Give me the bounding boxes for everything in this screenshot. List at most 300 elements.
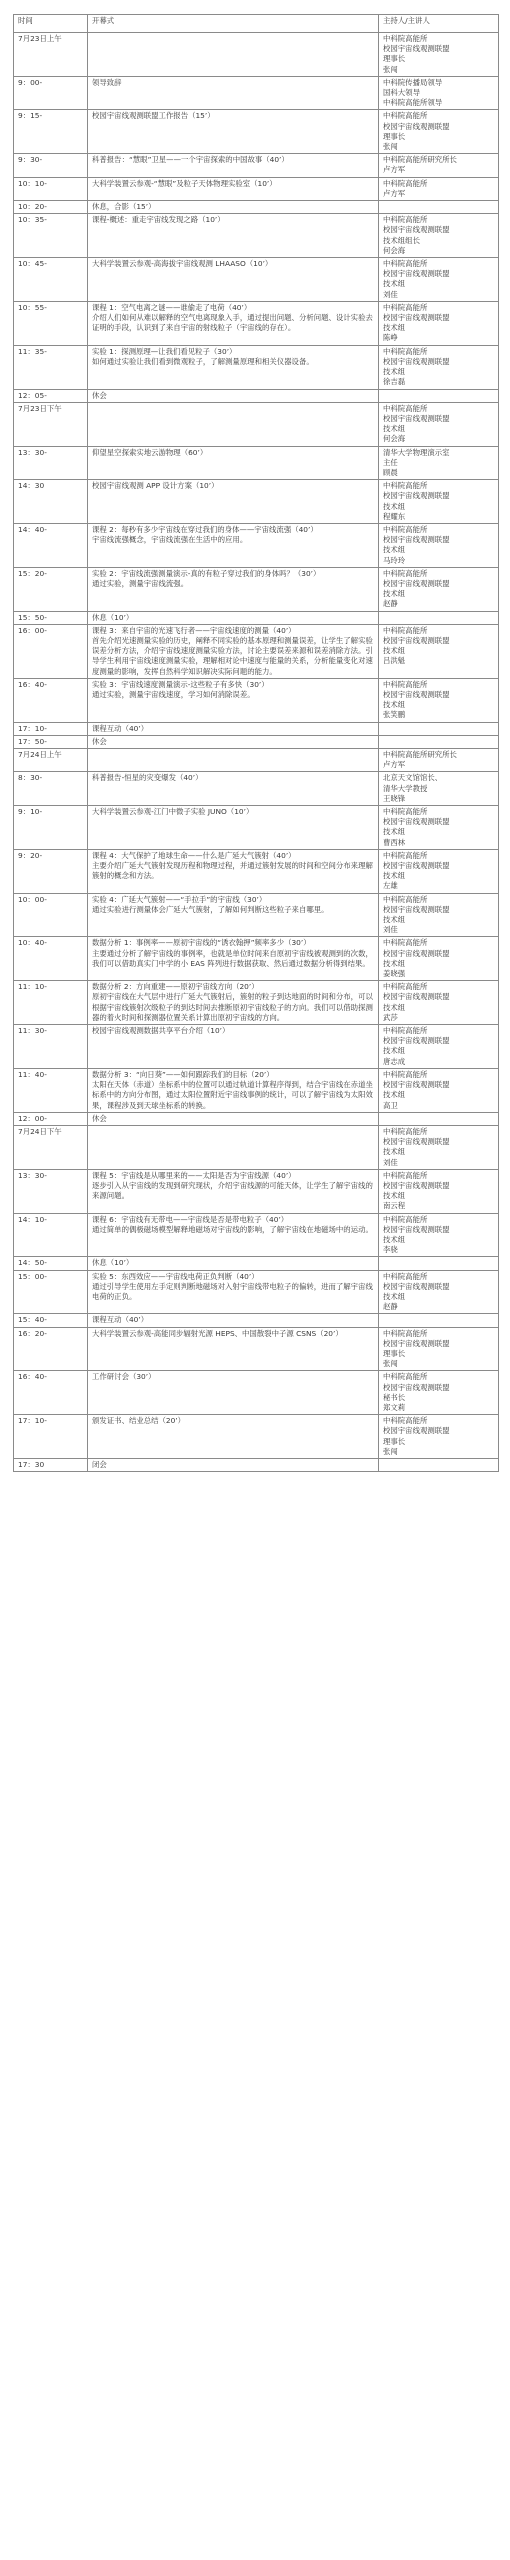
content-cell xyxy=(88,110,379,154)
schedule-row xyxy=(14,154,499,177)
schedule-row xyxy=(14,1371,499,1415)
time-cell: 10：55- xyxy=(14,301,88,345)
host-line: 技术组 xyxy=(383,700,406,710)
time-cell: 7月23日下午 xyxy=(14,402,88,446)
host-line: 技术组组长 xyxy=(383,235,420,245)
host-line: 校园宇宙线观测联盟 xyxy=(383,689,450,699)
host-line: 校园宇宙线观测联盟 xyxy=(383,1382,450,1392)
host-line: 曹西林 xyxy=(383,837,406,847)
schedule-row xyxy=(14,201,499,214)
host-line: 技术组 xyxy=(383,871,406,881)
host-line: 校园宇宙线观测联盟 xyxy=(383,1338,450,1348)
host-cell xyxy=(379,301,499,345)
host-cell xyxy=(379,76,499,110)
time-cell: 10：35- xyxy=(14,214,88,258)
host-line: 中科院高能所 xyxy=(383,302,428,312)
host-line: 张闯 xyxy=(383,1359,398,1369)
host-cell xyxy=(379,1371,499,1415)
host-line: 校园宇宙线观测联盟 xyxy=(383,1426,450,1436)
item-title: 大科学装置云参观-高能同步辐射光源 HEPS、中国散裂中子源 CSNS（20’） xyxy=(92,1328,343,1338)
host-line: 技术组 xyxy=(383,367,406,377)
content-cell xyxy=(88,1068,379,1112)
host-line: 校园宇宙线观测联盟 xyxy=(383,121,450,131)
host-line: 中科院高能所 xyxy=(383,34,428,43)
host-line: 理事长 xyxy=(383,1348,406,1358)
host-line: 卢方军 xyxy=(383,188,406,198)
schedule-row xyxy=(14,389,499,402)
host-line: 理事长 xyxy=(383,1436,406,1446)
host-cell xyxy=(379,33,499,77)
host-cell xyxy=(379,1314,499,1327)
item-title: 校园宇宙线观测联盟工作报告（15’） xyxy=(92,111,215,121)
item-title: 课程 2：每秒有多少宇宙线在穿过我们的身体——宇宙线流强（40’） xyxy=(92,524,318,534)
item-title: 休会 xyxy=(92,736,107,746)
host-cell xyxy=(379,749,499,772)
item-title: 数据分析 2：方向重建——原初宇宙线方向（20’） xyxy=(92,982,259,992)
host-cell xyxy=(379,893,499,937)
item-description: 首先介绍光速测量实验的历史，阐释不同实验的基本原理和测量误差，让学生了解实验误差分析方法，介绍宇宙线速度测量实验方法，讨论主要误差来源和误差消除方法。引导学生利用宇宙线速度测量实验，理解相对论中速度与能量的关系，分析能量变化对速度测量的影响，发挥自然科学知识解决实际问题的能力。 xyxy=(92,635,373,676)
item-title: 实验 1：探测原理—让我们看见粒子（30’） xyxy=(92,346,237,356)
host-line: 中科院高能所 xyxy=(383,111,428,121)
host-line: 校园宇宙线观测联盟 xyxy=(383,491,450,501)
item-title: 大科学装置云参观-“慧眼”及粒子天体物理实验室（10’） xyxy=(92,178,277,188)
time-cell: 17：10- xyxy=(14,722,88,735)
time-cell: 15：20- xyxy=(14,567,88,611)
content-cell xyxy=(88,678,379,722)
host-cell xyxy=(379,154,499,177)
host-line: 技术组 xyxy=(383,545,406,555)
item-title: 休息（10’） xyxy=(92,1258,134,1268)
item-title: 课程互动（40’） xyxy=(92,723,149,733)
host-line: 校园宇宙线观测联盟 xyxy=(383,578,450,588)
item-title: 数据分析 1：事例率——原初宇宙线的“诱衣翰押”频率多少（30’） xyxy=(92,938,311,948)
content-cell xyxy=(88,345,379,389)
host-line: 校园宇宙线观测联盟 xyxy=(383,817,450,827)
host-cell xyxy=(379,446,499,480)
host-line: 中科院高能所 xyxy=(383,1372,428,1382)
item-title: 颁发证书、结业总结（20’） xyxy=(92,1416,186,1426)
item-title: 课程 4：大气保护了地球生命——什么是广延大气簇射（40’） xyxy=(92,850,296,860)
host-line: 赵静 xyxy=(383,1302,398,1312)
schedule-row xyxy=(14,1213,499,1257)
host-cell xyxy=(379,523,499,567)
content-cell xyxy=(88,749,379,772)
schedule-row xyxy=(14,1257,499,1270)
host-line: 刘佳 xyxy=(383,925,398,935)
host-line: 校园宇宙线观测联盟 xyxy=(383,356,450,366)
schedule-row xyxy=(14,1112,499,1125)
item-title: 大科学装置云参观-高海拔宇宙线观测 LHAASO（10’） xyxy=(92,259,273,269)
schedule-row xyxy=(14,523,499,567)
content-cell xyxy=(88,523,379,567)
content-cell xyxy=(88,722,379,735)
host-line: 中科院高能所 xyxy=(383,259,428,269)
item-title: 领导致辞 xyxy=(92,77,122,87)
schedule-row xyxy=(14,849,499,893)
schedule-row xyxy=(14,772,499,806)
content-cell xyxy=(88,33,379,77)
time-cell: 7月24日下午 xyxy=(14,1125,88,1169)
time-cell: 16：40- xyxy=(14,678,88,722)
host-line: 校园宇宙线观测联盟 xyxy=(383,1137,450,1147)
schedule-row xyxy=(14,722,499,735)
content-cell xyxy=(88,1257,379,1270)
host-cell xyxy=(379,1415,499,1459)
time-cell: 16：00- xyxy=(14,624,88,678)
content-cell xyxy=(88,849,379,893)
item-description: 原初宇宙线在大气层中进行广延大气簇射后，簇射的粒子到达地面的时间和分布，可以根据宇宙线簇射次级粒子的到达时间去推断原初宇宙线粒子的方向。我们可以借助探测器的着火时间和探测器位置关系计算出原初宇宙线的方向。 xyxy=(92,992,373,1022)
host-line: 中科院高能所 xyxy=(383,850,428,860)
schedule-row xyxy=(14,177,499,200)
schedule-row xyxy=(14,446,499,480)
content-cell xyxy=(88,1213,379,1257)
content-cell xyxy=(88,772,379,806)
time-cell: 10：20- xyxy=(14,201,88,214)
schedule-row xyxy=(14,806,499,850)
host-line: 校园宇宙线观测联盟 xyxy=(383,313,450,323)
host-line: 中科院高能所 xyxy=(383,1126,428,1136)
content-cell xyxy=(88,177,379,200)
host-line: 中科院高能所 xyxy=(383,1328,428,1338)
host-cell xyxy=(379,722,499,735)
item-title: 校园宇宙线观测 APP 设计方案（10’） xyxy=(92,481,219,491)
host-cell xyxy=(379,1025,499,1069)
host-line: 中科院高能所 xyxy=(383,625,428,635)
schedule-row xyxy=(14,1327,499,1371)
schedule-row xyxy=(14,937,499,981)
host-line: 中科院高能所 xyxy=(383,1271,428,1281)
host-line: 卢方军 xyxy=(383,165,406,175)
time-cell: 7月24日上午 xyxy=(14,749,88,772)
item-title: 课程 5：宇宙线是从哪里来的——太阳是否为宇宙线源（40’） xyxy=(92,1170,296,1180)
host-cell xyxy=(379,1112,499,1125)
content-cell xyxy=(88,389,379,402)
schedule-row xyxy=(14,1314,499,1327)
host-line: 技术组 xyxy=(383,915,406,925)
host-line: 技术组 xyxy=(383,1191,406,1201)
host-cell xyxy=(379,389,499,402)
schedule-row xyxy=(14,110,499,154)
time-cell: 12：00- xyxy=(14,1112,88,1125)
schedule-row xyxy=(14,1459,499,1472)
time-cell: 10：00- xyxy=(14,893,88,937)
host-line: 左雄 xyxy=(383,881,398,891)
host-cell xyxy=(379,937,499,981)
host-line: 李骁 xyxy=(383,1245,398,1255)
schedule-row xyxy=(14,735,499,748)
item-title: 课程-概述：重走宇宙线发现之路（10’） xyxy=(92,215,225,225)
host-line: 王晓锋 xyxy=(383,793,406,803)
item-title: 数据分析 3：“向日葵”——如何跟踪我们的目标（20’） xyxy=(92,1069,274,1079)
host-cell xyxy=(379,735,499,748)
content-cell xyxy=(88,201,379,214)
content-cell xyxy=(88,1270,379,1314)
host-line: 校园宇宙线观测联盟 xyxy=(383,413,450,423)
host-cell xyxy=(379,1125,499,1169)
host-line: 技术组 xyxy=(383,589,406,599)
time-cell: 14：50- xyxy=(14,1257,88,1270)
schedule-row xyxy=(14,76,499,110)
host-line: 中科院高能所 xyxy=(383,481,428,491)
host-line: 中科院高能所 xyxy=(383,982,428,992)
host-cell xyxy=(379,345,499,389)
host-line: 中科院高能所 xyxy=(383,938,428,948)
time-cell: 7月23日上午 xyxy=(14,33,88,77)
host-line: 何会海 xyxy=(383,434,406,444)
item-title: 实验 5：东西效应——宇宙线电荷正负判断（40’） xyxy=(92,1271,259,1281)
item-title: 科普报告：“慧眼”卫星——一个宇宙探索的中国故事（40’） xyxy=(92,155,289,165)
time-cell: 17：50- xyxy=(14,735,88,748)
host-cell xyxy=(379,110,499,154)
host-line: 理事长 xyxy=(383,54,406,64)
content-cell xyxy=(88,1314,379,1327)
host-line: 张闯 xyxy=(383,142,398,152)
item-description: 介绍人们如何从难以解释的空气电离现象入手，通过提出问题、分析问题、设计实验去证明的手段，认识到了来自宇宙的射线粒子（宇宙线的存在）。 xyxy=(92,313,373,333)
content-cell xyxy=(88,258,379,302)
host-line: 校园宇宙线观测联盟 xyxy=(383,1036,450,1046)
host-cell xyxy=(379,1257,499,1270)
header-host: 主持人/主讲人 xyxy=(379,15,499,33)
time-cell: 10：10- xyxy=(14,177,88,200)
item-description: 主要通过分析了解宇宙线的事例率，也就是单位时间来自原初宇宙线被观测到的次数，我们可以借助真实门中学的小 EAS 阵列进行数据获取、然后通过数据分析得到结果。 xyxy=(92,948,373,968)
host-line: 马玲玲 xyxy=(383,555,406,565)
item-description: 逐步引入从宇宙线的发现到研究现状，介绍宇宙线源的可能天体，让学生了解宇宙线的来源问题。 xyxy=(92,1180,373,1201)
header-row xyxy=(14,15,499,33)
schedule-row xyxy=(14,1169,499,1213)
item-title: 工作研讨会（30’） xyxy=(92,1372,156,1382)
host-line: 中科院高能所 xyxy=(383,1416,428,1426)
host-line: 赵静 xyxy=(383,599,398,609)
host-line: 中科院高能所 xyxy=(383,346,428,356)
schedule-row xyxy=(14,1415,499,1459)
content-cell xyxy=(88,1415,379,1459)
host-cell xyxy=(379,567,499,611)
host-line: 何会海 xyxy=(383,245,406,255)
content-cell xyxy=(88,1371,379,1415)
host-line: 张笑鹏 xyxy=(383,710,406,720)
schedule-table-container xyxy=(13,14,498,1472)
header-time: 时间 xyxy=(14,15,88,33)
schedule-row xyxy=(14,1025,499,1069)
host-line: 技术组 xyxy=(383,323,406,333)
item-title: 课程互动（40’） xyxy=(92,1315,149,1325)
time-cell: 8：30- xyxy=(14,772,88,806)
content-cell xyxy=(88,402,379,446)
content-cell xyxy=(88,1459,379,1472)
time-cell: 9：30- xyxy=(14,154,88,177)
item-title: 休会 xyxy=(92,390,107,400)
host-line: 清华大学教授 xyxy=(383,783,428,793)
item-title: 校园宇宙线观测数据共享平台介绍（10’） xyxy=(92,1026,230,1036)
content-cell xyxy=(88,1169,379,1213)
host-line: 校园宇宙线观测联盟 xyxy=(383,992,450,1002)
host-cell xyxy=(379,624,499,678)
host-line: 国科大领导 xyxy=(383,88,420,98)
content-cell xyxy=(88,214,379,258)
item-title: 休会 xyxy=(92,1113,107,1123)
host-line: 理事长 xyxy=(383,131,406,141)
time-cell: 11：10- xyxy=(14,981,88,1025)
host-cell xyxy=(379,1327,499,1371)
item-description: 通过简单的偶极磁场模型解释地磁场对宇宙线的影响，了解宇宙线在地磁场中的运动。 xyxy=(92,1224,373,1234)
schedule-row xyxy=(14,301,499,345)
host-line: 秘书长 xyxy=(383,1392,406,1402)
host-line: 中科院高能所 xyxy=(383,568,428,578)
time-cell: 9：20- xyxy=(14,849,88,893)
host-cell xyxy=(379,1068,499,1112)
host-line: 校园宇宙线观测联盟 xyxy=(383,861,450,871)
header-content: 开幕式 xyxy=(88,15,379,33)
schedule-row xyxy=(14,480,499,524)
host-line: 中科院高能所 xyxy=(383,1214,428,1224)
host-cell xyxy=(379,1459,499,1472)
content-cell xyxy=(88,1112,379,1125)
host-line: 张闯 xyxy=(383,64,398,74)
host-line: 唐志成 xyxy=(383,1056,406,1066)
schedule-row xyxy=(14,567,499,611)
host-line: 陈峥 xyxy=(383,333,398,343)
time-cell: 13：30- xyxy=(14,446,88,480)
content-cell xyxy=(88,480,379,524)
item-title: 休息，合影（15’） xyxy=(92,202,156,212)
time-cell: 15：50- xyxy=(14,611,88,624)
schedule-row xyxy=(14,611,499,624)
content-cell xyxy=(88,446,379,480)
host-line: 校园宇宙线观测联盟 xyxy=(383,1180,450,1190)
host-line: 郑文莉 xyxy=(383,1402,406,1412)
host-line: 技术组 xyxy=(383,279,406,289)
content-cell xyxy=(88,735,379,748)
schedule-row xyxy=(14,1068,499,1112)
time-cell: 16：40- xyxy=(14,1371,88,1415)
host-line: 校园宇宙线观测联盟 xyxy=(383,1281,450,1291)
item-description: 通过实验进行测量体会广延大气簇射，了解如何判断这些粒子来自哪里。 xyxy=(92,904,329,914)
item-description: 主要介绍广延大气簇射发现历程和物理过程，并通过簇射发展的时间和空间分布来理解簇射的概念和方法。 xyxy=(92,861,373,881)
host-line: 刘佳 xyxy=(383,1157,398,1167)
content-cell xyxy=(88,154,379,177)
item-description: 如何通过实验让我们看到微观粒子，了解测量原理和相关仪器设备。 xyxy=(92,356,314,366)
host-cell xyxy=(379,849,499,893)
host-line: 技术组 xyxy=(383,958,406,968)
host-line: 中科院高能所 xyxy=(383,1170,428,1180)
host-cell xyxy=(379,1213,499,1257)
host-line: 中科院高能所 xyxy=(383,807,428,817)
host-cell xyxy=(379,258,499,302)
schedule-row xyxy=(14,893,499,937)
item-title: 课程 3：来自宇宙的光速飞行者——宇宙线速度的测量（40’） xyxy=(92,625,296,635)
host-line: 中科院高能所 xyxy=(383,178,428,188)
host-cell xyxy=(379,678,499,722)
host-line: 清华大学物理演示室 xyxy=(383,447,450,457)
content-cell xyxy=(88,567,379,611)
item-description: 宇宙线流强概念，宇宙线流强在生活中的应用。 xyxy=(92,535,248,545)
host-line: 技术组 xyxy=(383,646,406,656)
host-line: 刘佳 xyxy=(383,289,398,299)
host-cell xyxy=(379,1169,499,1213)
host-line: 程耀东 xyxy=(383,511,406,521)
item-description: 通过引导学生使用左手定则判断地磁场对入射宇宙线带电粒子的偏转，进而了解宇宙线电荷的正负。 xyxy=(92,1281,373,1301)
host-line: 校园宇宙线观测联盟 xyxy=(383,904,450,914)
content-cell xyxy=(88,301,379,345)
item-title: 实验 2：宇宙线流强测量演示-真的有粒子穿过我们的身体吗？（30’） xyxy=(92,568,321,578)
content-cell xyxy=(88,806,379,850)
schedule-row xyxy=(14,1125,499,1169)
time-cell: 15：40- xyxy=(14,1314,88,1327)
item-title: 课程 1：空气电离之谜——谁偷走了电荷（40’） xyxy=(92,302,252,312)
host-line: 中科院高能所 xyxy=(383,894,428,904)
host-cell xyxy=(379,177,499,200)
time-cell: 14：10- xyxy=(14,1213,88,1257)
content-cell xyxy=(88,1125,379,1169)
host-line: 顾晨 xyxy=(383,467,398,477)
host-line: 武莎 xyxy=(383,1012,398,1022)
host-line: 北京天文馆馆长、 xyxy=(383,773,443,783)
host-line: 技术组 xyxy=(383,424,406,434)
item-title: 仰望星空探索实地云游物理（60’） xyxy=(92,447,208,457)
host-line: 校园宇宙线观测联盟 xyxy=(383,269,450,279)
host-line: 中科院高能所 xyxy=(383,1026,428,1036)
host-line: 中科院高能所研究所长 xyxy=(383,750,457,759)
host-cell xyxy=(379,402,499,446)
item-title: 实验 4：广延大气簇射——“手拉手”的宇宙线（30’） xyxy=(92,894,267,904)
content-cell xyxy=(88,611,379,624)
host-cell xyxy=(379,1270,499,1314)
content-cell xyxy=(88,1025,379,1069)
item-title: 大科学装置云参观-江门中微子实验 JUNO（10’） xyxy=(92,807,254,817)
host-line: 校园宇宙线观测联盟 xyxy=(383,1080,450,1090)
time-cell: 14：30 xyxy=(14,480,88,524)
content-cell xyxy=(88,893,379,937)
schedule-row xyxy=(14,258,499,302)
host-line: 技术组 xyxy=(383,827,406,837)
schedule-row xyxy=(14,981,499,1025)
host-line: 中科院高能所 xyxy=(383,1069,428,1079)
item-description: 通过实验，测量宇宙线速度，学习如何消除误差。 xyxy=(92,689,255,699)
host-line: 技术组 xyxy=(383,1147,406,1157)
time-cell: 14：40- xyxy=(14,523,88,567)
schedule-row xyxy=(14,402,499,446)
host-line: 技术组 xyxy=(383,1090,406,1100)
host-line: 南云程 xyxy=(383,1201,406,1211)
time-cell: 10：40- xyxy=(14,937,88,981)
host-cell xyxy=(379,480,499,524)
host-line: 技术组 xyxy=(383,501,406,511)
item-title: 实验 3：宇宙线速度测量演示-这些粒子有多快（30’） xyxy=(92,679,269,689)
schedule-row xyxy=(14,1270,499,1314)
content-cell xyxy=(88,937,379,981)
host-line: 技术组 xyxy=(383,1234,406,1244)
host-line: 中科院高能所研究所长 xyxy=(383,155,457,165)
host-line: 技术组 xyxy=(383,1046,406,1056)
time-cell: 15：00- xyxy=(14,1270,88,1314)
host-line: 卢方军 xyxy=(383,760,406,770)
host-line: 徐吉磊 xyxy=(383,377,406,387)
time-cell: 9：00- xyxy=(14,76,88,110)
host-line: 姜晓强 xyxy=(383,969,406,979)
time-cell: 12：05- xyxy=(14,389,88,402)
time-cell: 9：10- xyxy=(14,806,88,850)
host-cell xyxy=(379,214,499,258)
schedule-body xyxy=(14,15,499,1472)
item-description: 太阳在天体（赤道）坐标系中的位置可以通过轨道计算程序得到，结合宇宙线在赤道坐标系中的方向分布图，通过太阳位置附近宇宙线事例的统计，可以了解宇宙线为太阳效果，课程涉及到天球坐标系的转换。 xyxy=(92,1080,373,1110)
host-line: 校园宇宙线观测联盟 xyxy=(383,1224,450,1234)
host-cell xyxy=(379,772,499,806)
host-line: 技术组 xyxy=(383,1002,406,1012)
time-cell: 11：30- xyxy=(14,1025,88,1069)
host-line: 中科院高能所 xyxy=(383,679,428,689)
host-line: 张闯 xyxy=(383,1446,398,1456)
item-description: 通过实验，测量宇宙线流强。 xyxy=(92,578,189,588)
